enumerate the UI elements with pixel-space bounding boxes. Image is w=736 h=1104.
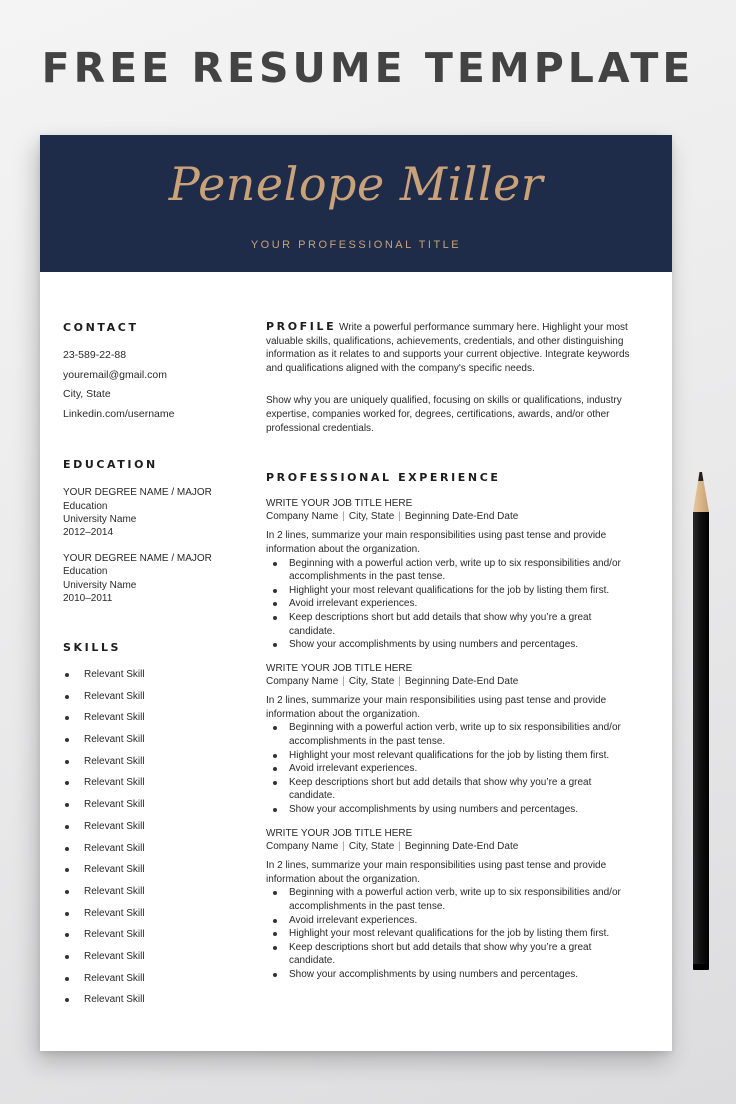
profile-paragraph (266, 320, 638, 375)
job-bullet: Beginning with a powerful action verb, write up to six responsibilities and/or accomplishments in the past tense. (266, 886, 638, 913)
job-location: City, State (348, 511, 395, 523)
resume-sheet (40, 135, 672, 1051)
job-company: Company Name (266, 676, 339, 688)
profile-text-2: Show why you are uniquely qualified, focusing on skills or qualifications, industry expertise, companies worked for, degrees, certifications, awards, and/or other professional credentials. (266, 395, 622, 434)
job-bullet: Highlight your most relevant qualifications for the job by listing them first. (266, 749, 638, 763)
job-dates: Beginning Date-End Date (404, 511, 519, 523)
job-bullet: Keep descriptions short but add details that show why you’re a great candidate. (266, 611, 638, 638)
skill-item: Relevant Skill (63, 664, 253, 686)
experience-heading: PROFESSIONAL EXPERIENCE (266, 471, 501, 485)
job-bullets (266, 557, 638, 652)
applicant-name: Penelope Miller (168, 157, 544, 211)
job-summary: In 2 lines, summarize your main responsibilities using past tense and provide information about the organization. (266, 530, 607, 555)
job-meta: Company Name | City, State | Beginning Date-End Date (266, 511, 519, 523)
job-meta: Company Name | City, State | Beginning Date-End Date (266, 676, 519, 688)
skill-item: Relevant Skill (63, 903, 253, 925)
job-entry (266, 827, 638, 982)
edu-school: University Name (63, 579, 137, 591)
education-entry (63, 486, 253, 539)
contact-phone: 23-589-22-88 (63, 349, 127, 361)
profile-heading: PROFILE (266, 320, 337, 333)
job-bullet: Highlight your most relevant qualifications for the job by listing them first. (266, 584, 638, 598)
education-heading: EDUCATION (63, 458, 158, 472)
skill-item: Relevant Skill (63, 838, 253, 860)
skill-item: Relevant Skill (63, 707, 253, 729)
job-bullet: Avoid irrelevant experiences. (266, 914, 638, 928)
job-entry (266, 662, 638, 817)
skill-item: Relevant Skill (63, 729, 253, 751)
job-bullet: Show your accomplishments by using numbers and percentages. (266, 968, 638, 982)
contact-location: City, State (63, 388, 111, 401)
job-bullet: Avoid irrelevant experiences. (266, 762, 638, 776)
job-bullet: Highlight your most relevant qualifications for the job by listing them first. (266, 927, 638, 941)
skill-item: Relevant Skill (63, 881, 253, 903)
job-company: Company Name (266, 841, 339, 853)
resume-header (40, 135, 672, 272)
edu-type: Education (63, 566, 108, 578)
skill-item: Relevant Skill (63, 794, 253, 816)
job-bullet: Beginning with a powerful action verb, write up to six responsibilities and/or accomplishments in the past tense. (266, 557, 638, 584)
edu-school: University Name (63, 513, 137, 525)
profile-text: Write a powerful performance summary here. Highlight your most valuable skills, qualifications, achievements, credentials, and other distinguishing information as it relates to and supports your current objective. Integrate keywords and qualifications aligned with the company's specific needs. (266, 322, 630, 374)
edu-years: 2012–2014 (63, 526, 114, 538)
job-entry (266, 497, 638, 652)
job-dates: Beginning Date-End Date (404, 676, 519, 688)
job-meta: Company Name | City, State | Beginning Date-End Date (266, 841, 519, 853)
contact-linkedin: Linkedin.com/username (63, 407, 175, 420)
job-location: City, State (348, 676, 395, 688)
skills-list (63, 664, 253, 1011)
job-bullet: Beginning with a powerful action verb, write up to six responsibilities and/or accomplishments in the past tense. (266, 721, 638, 748)
skill-item: Relevant Skill (63, 772, 253, 794)
skill-item: Relevant Skill (63, 816, 253, 838)
job-title: WRITE YOUR JOB TITLE HERE (266, 662, 413, 674)
job-company: Company Name (266, 511, 339, 523)
job-bullet: Show your accomplishments by using numbers and percentages. (266, 803, 638, 817)
job-bullet: Keep descriptions short but add details that show why you’re a great candidate. (266, 776, 638, 803)
job-title: WRITE YOUR JOB TITLE HERE (266, 497, 413, 509)
contact-email: youremail@gmail.com (63, 368, 168, 381)
skill-item: Relevant Skill (63, 751, 253, 773)
edu-degree: YOUR DEGREE NAME / MAJOR (63, 487, 212, 499)
professional-title: YOUR PROFESSIONAL TITLE (250, 239, 462, 251)
edu-degree: YOUR DEGREE NAME / MAJOR (63, 553, 212, 565)
skill-item: Relevant Skill (63, 968, 253, 990)
job-bullets (266, 721, 638, 816)
job-bullet: Keep descriptions short but add details that show why you’re a great candidate. (266, 941, 638, 968)
skill-item: Relevant Skill (63, 859, 253, 881)
job-bullet: Avoid irrelevant experiences. (266, 597, 638, 611)
job-location: City, State (348, 841, 395, 853)
job-bullet: Show your accomplishments by using numbers and percentages. (266, 638, 638, 652)
skill-item: Relevant Skill (63, 989, 253, 1011)
edu-years: 2010–2011 (63, 592, 113, 604)
banner-heading: FREE RESUME TEMPLATE (41, 44, 695, 92)
job-bullets (266, 886, 638, 981)
skill-item: Relevant Skill (63, 924, 253, 946)
job-dates: Beginning Date-End Date (404, 841, 519, 853)
right-column (266, 321, 638, 982)
left-column (63, 321, 253, 1011)
education-entry (63, 552, 253, 605)
job-summary: In 2 lines, summarize your main responsibilities using past tense and provide information about the organization. (266, 860, 607, 885)
job-title: WRITE YOUR JOB TITLE HERE (266, 827, 413, 839)
edu-type: Education (63, 500, 108, 512)
contact-heading: CONTACT (63, 321, 139, 334)
job-summary: In 2 lines, summarize your main responsibilities using past tense and provide information about the organization. (266, 695, 607, 720)
pencil-icon (691, 472, 711, 972)
skills-heading: SKILLS (63, 641, 122, 654)
skill-item: Relevant Skill (63, 946, 253, 968)
skill-item: Relevant Skill (63, 686, 253, 708)
